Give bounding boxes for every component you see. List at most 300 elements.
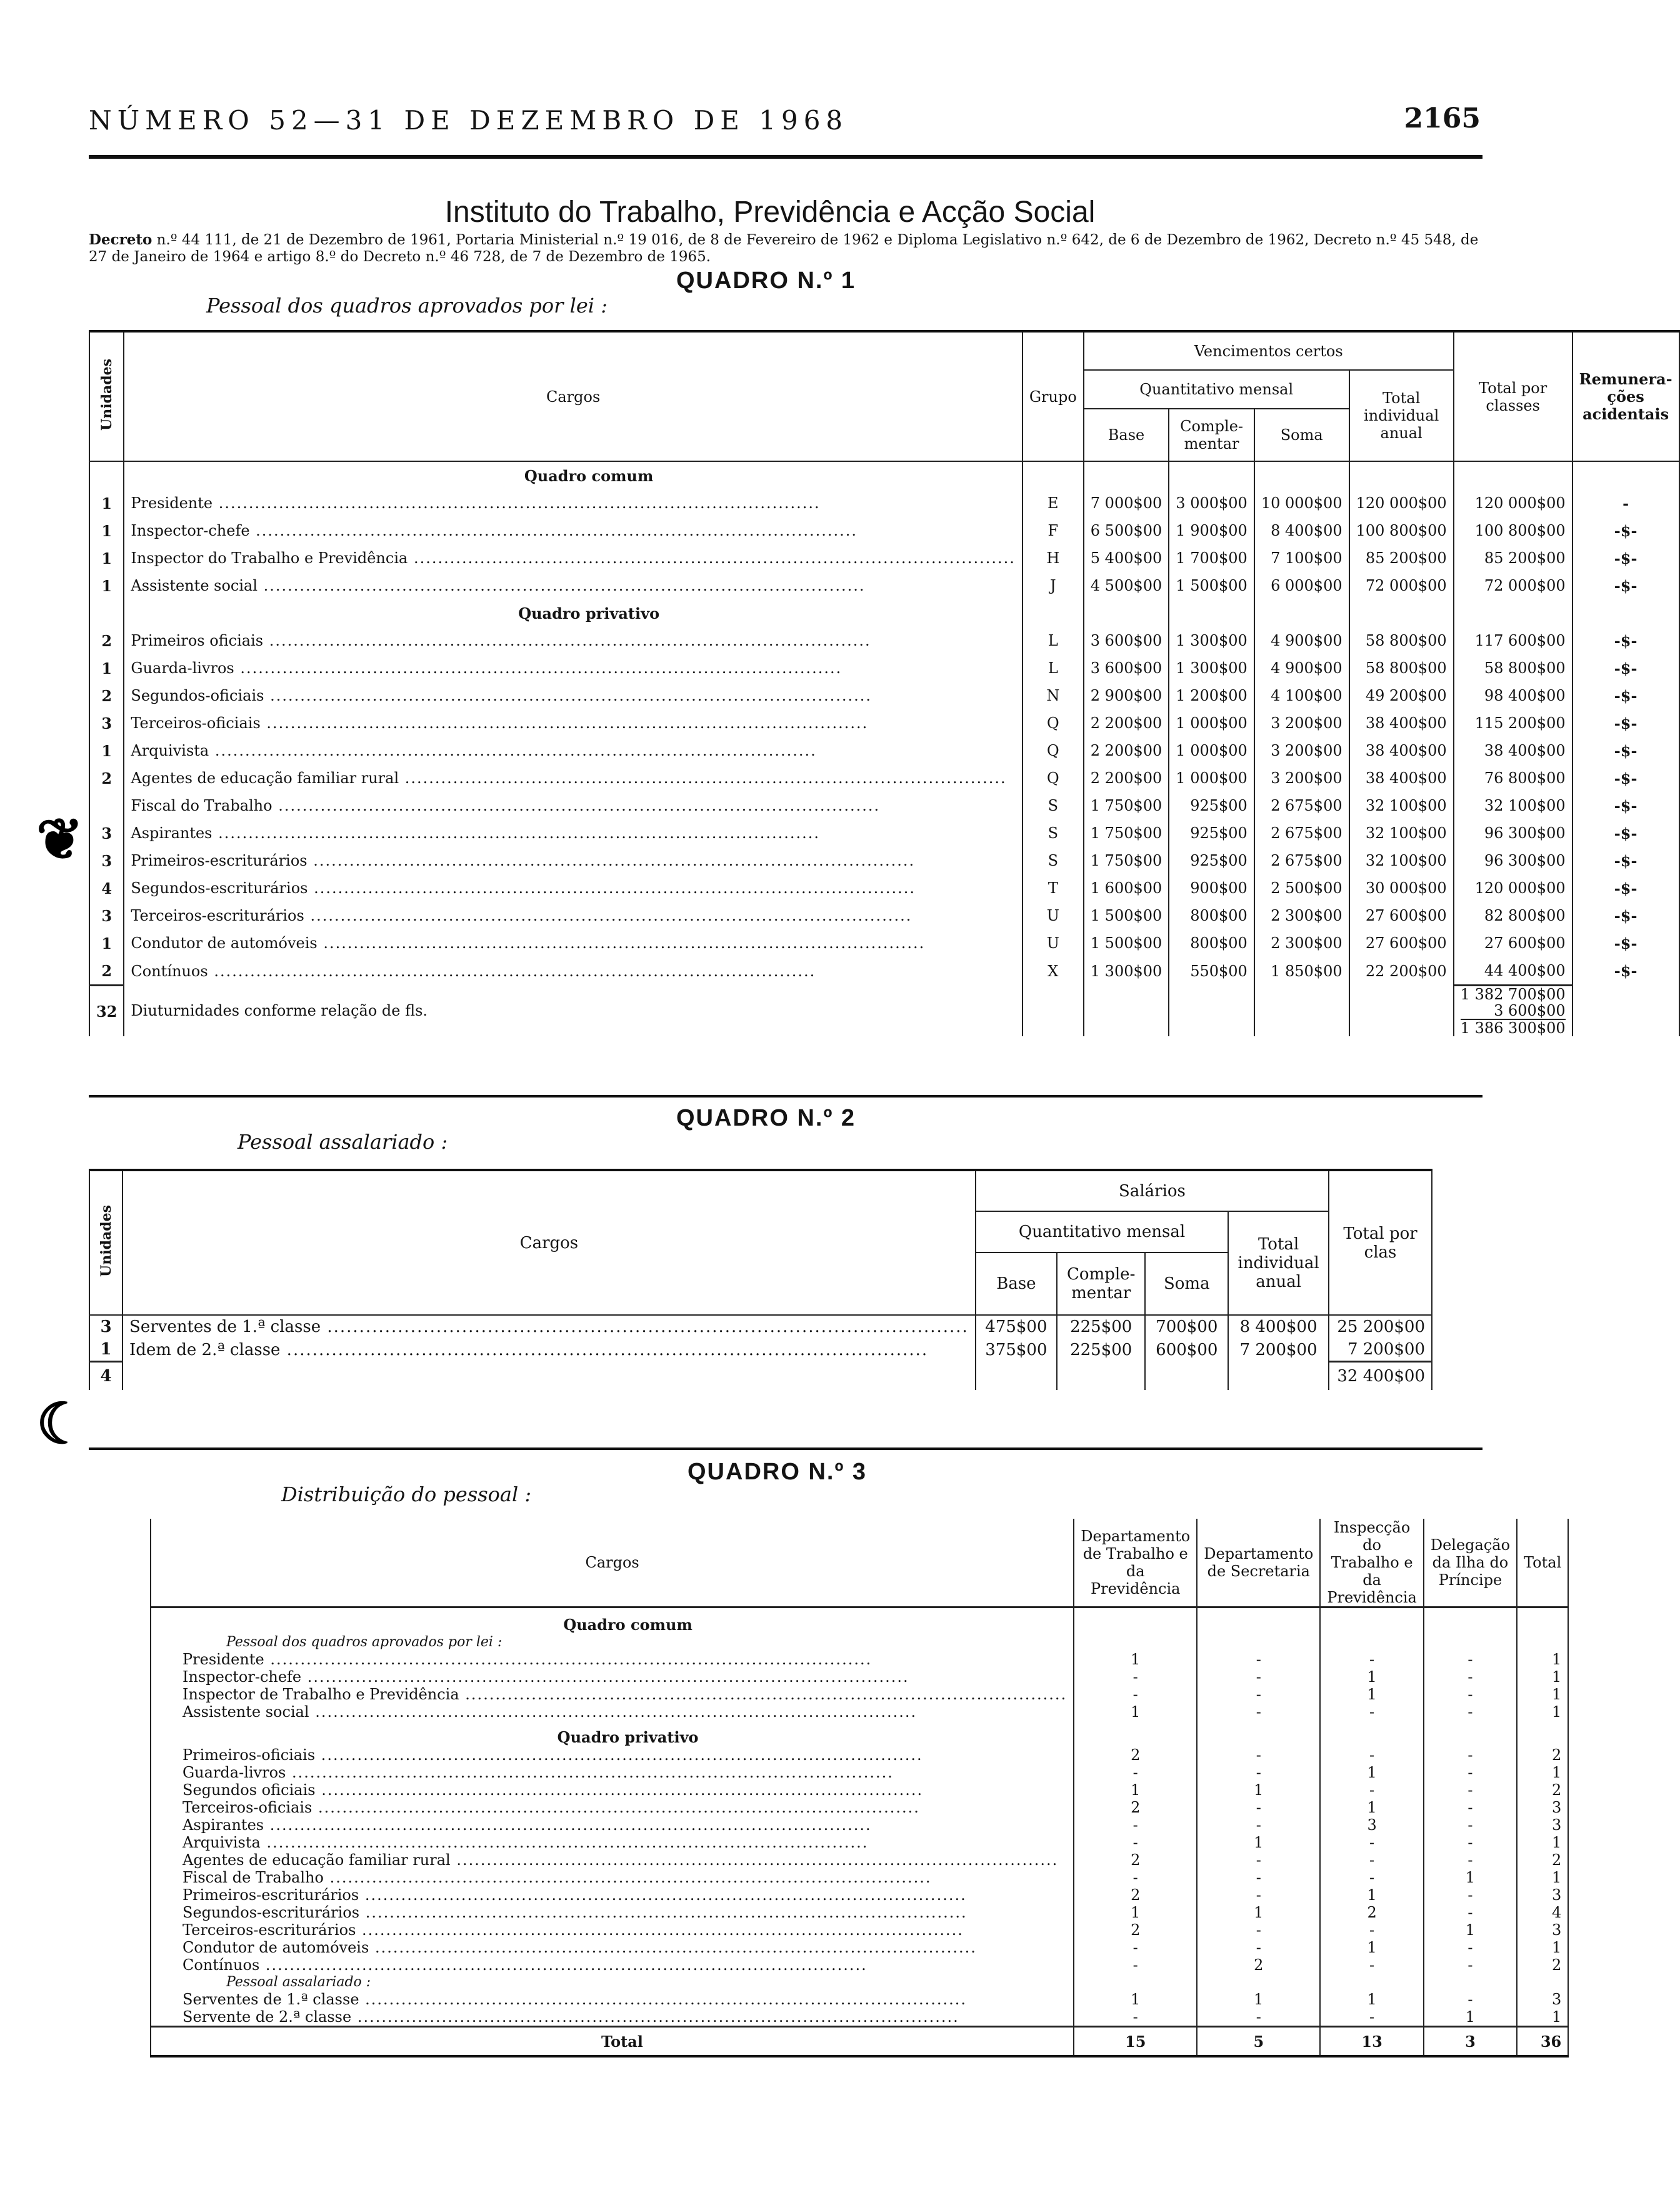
anual-cell: 38 400$00 — [1349, 737, 1454, 764]
delegacao-cell: - — [1424, 1686, 1517, 1703]
delegacao-cell: - — [1424, 1781, 1517, 1799]
inspeccao-cell: - — [1320, 1781, 1424, 1799]
dep-secretaria-cell: - — [1197, 1869, 1320, 1886]
subtotal-value: 1 382 700$00 — [1460, 986, 1566, 1003]
empty-cell — [89, 599, 124, 627]
classes-cell: 82 800$00 — [1454, 902, 1572, 929]
total-cell: 3 — [1517, 1921, 1568, 1939]
dep-secretaria-cell: - — [1197, 1764, 1320, 1781]
inspeccao-cell: 1 — [1320, 1668, 1424, 1686]
leader-dots — [258, 577, 866, 594]
col-salarios: Salários — [976, 1170, 1329, 1211]
col-quantitativo: Quantitativo mensal — [976, 1211, 1228, 1252]
anual-cell: 32 100$00 — [1349, 792, 1454, 819]
empty-cell — [1517, 1608, 1568, 1634]
remuneracoes-cell: -$- — [1572, 517, 1679, 544]
leader-dots — [208, 962, 816, 980]
complementar-cell: 550$00 — [1169, 957, 1254, 986]
cargo-name: Guarda-livros — [182, 1764, 286, 1781]
col-total-individual: Total individual anual — [1349, 370, 1454, 461]
quadro-1-table — [89, 330, 1680, 1036]
cargo-name: Primeiros oficiais — [131, 632, 264, 649]
leader-dots — [359, 1886, 967, 1904]
classes-cell: 120 000$00 — [1454, 489, 1572, 517]
remuneracoes-cell: -$- — [1572, 847, 1679, 874]
col-cargos: Cargos — [122, 1170, 976, 1315]
grupo-cell: X — [1022, 957, 1084, 986]
empty-cell — [1572, 986, 1679, 1037]
col-cargos: Cargos — [151, 1519, 1074, 1608]
soma-cell: 3 200$00 — [1254, 764, 1349, 792]
grupo-cell: L — [1022, 654, 1084, 682]
grand-total-cell: 32 400$00 — [1329, 1362, 1432, 1391]
cargo-name: Guarda-livros — [131, 659, 234, 677]
col-base: Base — [976, 1252, 1057, 1315]
cargo-cell — [124, 517, 1022, 544]
inspeccao-cell: - — [1320, 1851, 1424, 1869]
cargo-name: Idem de 2.ª classe — [129, 1340, 281, 1359]
delegacao-cell: - — [1424, 1668, 1517, 1686]
soma-cell: 4 900$00 — [1254, 627, 1349, 654]
leader-dots — [259, 1956, 868, 1974]
table-row — [89, 929, 1679, 957]
delegacao-cell: - — [1424, 1703, 1517, 1721]
leader-dots — [318, 934, 926, 952]
classes-cell: 117 600$00 — [1454, 627, 1572, 654]
inspeccao-cell: - — [1320, 2008, 1424, 2027]
base-cell: 4 500$00 — [1084, 572, 1169, 599]
grand-total-value: 1 386 300$00 — [1460, 1019, 1566, 1037]
cargo-cell — [124, 572, 1022, 599]
inspeccao-cell: 1 — [1320, 1686, 1424, 1703]
classes-cell: 85 200$00 — [1454, 544, 1572, 572]
empty-cell — [1197, 1721, 1320, 1746]
empty-cell — [1057, 1362, 1145, 1391]
total-cell: 1 — [1517, 1939, 1568, 1956]
complementar-cell: 3 000$00 — [1169, 489, 1254, 517]
complementar-cell: 900$00 — [1169, 874, 1254, 902]
col-total-individual: Total individual anual — [1228, 1211, 1329, 1315]
totals-cell — [1454, 986, 1572, 1037]
col-complementar: Comple-mentar — [1057, 1252, 1145, 1315]
leader-dots — [212, 494, 821, 512]
base-cell: 1 750$00 — [1084, 819, 1169, 847]
anual-cell: 38 400$00 — [1349, 764, 1454, 792]
col-soma: Soma — [1254, 409, 1349, 461]
dep-secretaria-cell: 1 — [1197, 1904, 1320, 1921]
empty-cell — [1517, 1721, 1568, 1746]
section-quadro-comum: Quadro comum — [124, 461, 1022, 489]
total-cell: 1 — [1517, 1703, 1568, 1721]
delegacao-cell: - — [1424, 1991, 1517, 2008]
empty-cell — [1074, 1634, 1197, 1651]
table-row — [89, 902, 1679, 929]
soma-cell: 2 300$00 — [1254, 902, 1349, 929]
leader-dots — [264, 687, 872, 704]
diuturnidades-label-cell — [124, 986, 1022, 1037]
unidades-cell: 1 — [89, 517, 124, 544]
soma-cell: 1 850$00 — [1254, 957, 1349, 986]
section-quadro-privativo: Quadro privativo — [151, 1721, 1074, 1746]
cargo-cell — [151, 1651, 1074, 1668]
empty-cell — [1320, 1974, 1424, 1991]
leader-dots — [316, 1781, 924, 1799]
inspeccao-cell: 1 — [1320, 1886, 1424, 1904]
total-cell: 1 — [1517, 2008, 1568, 2027]
dep-trabalho-cell: 2 — [1074, 1921, 1197, 1939]
cargo-cell — [124, 654, 1022, 682]
inspeccao-cell: - — [1320, 1921, 1424, 1939]
total-cell: 1 — [1517, 1651, 1568, 1668]
leader-dots — [264, 1651, 872, 1668]
table-row — [89, 682, 1679, 709]
total-cell: 3 — [1517, 1799, 1568, 1816]
quadro-2-title: QUADRO N.º 2 — [676, 1105, 856, 1131]
section-quadro-comum: Quadro comum — [151, 1608, 1074, 1634]
decree-text — [89, 231, 1482, 266]
classes-cell: 98 400$00 — [1454, 682, 1572, 709]
cargo-name: Segundos oficiais — [182, 1781, 316, 1799]
table-row — [89, 874, 1679, 902]
inspeccao-cell: - — [1320, 1834, 1424, 1851]
dep-trabalho-cell: 1 — [1074, 1904, 1197, 1921]
total-cell: 2 — [1517, 1746, 1568, 1764]
table-row — [151, 2008, 1568, 2027]
dep-trabalho-cell: 1 — [1074, 1651, 1197, 1668]
empty-cell — [1320, 1634, 1424, 1651]
cargo-cell — [124, 957, 1022, 986]
cargo-cell — [124, 764, 1022, 792]
classes-cell: 115 200$00 — [1454, 709, 1572, 737]
empty-cell — [1022, 599, 1084, 627]
leader-dots — [212, 824, 821, 842]
inspeccao-cell: 1 — [1320, 1799, 1424, 1816]
total-value-cell: 5 — [1197, 2027, 1320, 2057]
empty-cell — [1197, 1974, 1320, 1991]
remuneracoes-cell: -$- — [1572, 957, 1679, 986]
base-cell: 2 200$00 — [1084, 737, 1169, 764]
cargo-name: Segundos-escriturários — [182, 1904, 360, 1921]
table-row — [151, 1869, 1568, 1886]
cargo-cell — [151, 1939, 1074, 1956]
anual-cell: 32 100$00 — [1349, 847, 1454, 874]
base-cell: 7 000$00 — [1084, 489, 1169, 517]
dep-secretaria-cell: 1 — [1197, 1834, 1320, 1851]
section-row — [151, 1974, 1568, 1991]
anual-cell: 30 000$00 — [1349, 874, 1454, 902]
empty-cell — [1454, 599, 1572, 627]
cargo-name: Primeiros-escriturários — [182, 1886, 359, 1904]
inspeccao-cell: 1 — [1320, 1939, 1424, 1956]
unidades-cell: 1 — [89, 737, 124, 764]
dep-secretaria-cell: - — [1197, 1703, 1320, 1721]
delegacao-cell: - — [1424, 1746, 1517, 1764]
dep-secretaria-cell: - — [1197, 1851, 1320, 1869]
anual-cell: 85 200$00 — [1349, 544, 1454, 572]
inspeccao-cell: - — [1320, 1651, 1424, 1668]
col-total-classes: Total por classes — [1454, 331, 1572, 461]
empty-cell — [1424, 1974, 1517, 1991]
cargo-name: Agentes de educação familiar rural — [182, 1851, 451, 1869]
cargo-cell — [151, 1834, 1074, 1851]
leader-dots — [250, 522, 858, 539]
running-head: NÚMERO 52—31 DE DEZEMBRO DE 1968 — [89, 105, 849, 136]
total-cell: 3 — [1517, 1886, 1568, 1904]
empty-cell — [1320, 1721, 1424, 1746]
classes-cell: 7 200$00 — [1329, 1338, 1432, 1362]
quadro-3-subtitle: Distribuição do pessoal : — [281, 1482, 532, 1506]
cargo-cell — [124, 737, 1022, 764]
classes-cell: 38 400$00 — [1454, 737, 1572, 764]
dep-trabalho-cell: 2 — [1074, 1799, 1197, 1816]
empty-cell — [1424, 1608, 1517, 1634]
cargo-cell — [124, 874, 1022, 902]
table-row — [151, 1746, 1568, 1764]
anual-cell: 27 600$00 — [1349, 929, 1454, 957]
grupo-cell: U — [1022, 902, 1084, 929]
unidades-cell: 3 — [89, 847, 124, 874]
dep-secretaria-cell: 1 — [1197, 1991, 1320, 2008]
dep-trabalho-cell: 1 — [1074, 1703, 1197, 1721]
col-dep-trabalho: Departamento de Trabalho e da Previdência — [1074, 1519, 1197, 1608]
cargo-cell — [151, 1869, 1074, 1886]
cargo-name: Inspector-chefe — [131, 522, 250, 539]
total-value-cell: 3 — [1424, 2027, 1517, 2057]
delegacao-cell: - — [1424, 1834, 1517, 1851]
complementar-cell: 1 000$00 — [1169, 709, 1254, 737]
leader-dots — [459, 1686, 1068, 1703]
cargo-cell — [151, 1668, 1074, 1686]
grupo-cell: S — [1022, 792, 1084, 819]
total-cell: 1 — [1517, 1686, 1568, 1703]
totals-row — [151, 2027, 1568, 2057]
cargo-name: Primeiros-escriturários — [131, 852, 308, 869]
section-row — [151, 1608, 1568, 1634]
base-cell: 6 500$00 — [1084, 517, 1169, 544]
empty-cell — [1197, 1634, 1320, 1651]
table-row — [89, 847, 1679, 874]
cargo-cell — [151, 1686, 1074, 1703]
dep-trabalho-cell: 2 — [1074, 1886, 1197, 1904]
delegacao-cell: 1 — [1424, 2008, 1517, 2027]
table-row — [151, 1886, 1568, 1904]
quadro-1-subtitle: Pessoal dos quadros aprovados por lei : — [206, 294, 608, 318]
empty-cell — [1254, 599, 1349, 627]
complementar-cell: 1 300$00 — [1169, 654, 1254, 682]
cargo-name: Assistente social — [182, 1703, 309, 1721]
leader-dots — [308, 852, 916, 869]
cargo-name: Presidente — [182, 1651, 264, 1668]
unidades-cell: 3 — [89, 819, 124, 847]
table-row — [151, 1991, 1568, 2008]
anual-cell: 58 800$00 — [1349, 654, 1454, 682]
section-rule — [89, 1448, 1482, 1450]
remuneracoes-cell: -$- — [1572, 682, 1679, 709]
base-cell: 1 300$00 — [1084, 957, 1169, 986]
total-label-cell: Total — [151, 2027, 1074, 2057]
table-row — [151, 1921, 1568, 1939]
cargo-cell — [151, 1904, 1074, 1921]
classes-cell: 25 200$00 — [1329, 1315, 1432, 1338]
remuneracoes-cell: -$- — [1572, 627, 1679, 654]
cargo-cell — [151, 1921, 1074, 1939]
leader-dots — [234, 659, 842, 677]
remuneracoes-cell: -$- — [1572, 929, 1679, 957]
leader-dots — [286, 1764, 894, 1781]
table-row — [89, 544, 1679, 572]
inspeccao-cell: - — [1320, 1746, 1424, 1764]
cargo-cell — [124, 709, 1022, 737]
subsection-pessoal-assalariado: Pessoal assalariado : — [151, 1974, 1074, 1991]
cargo-name: Serventes de 1.ª classe — [129, 1318, 321, 1336]
empty-cell — [1517, 1634, 1568, 1651]
complementar-cell: 225$00 — [1057, 1315, 1145, 1338]
delegacao-cell: 1 — [1424, 1869, 1517, 1886]
leader-dots — [315, 1746, 923, 1764]
cargo-name: Contínuos — [182, 1956, 260, 1974]
col-vencimentos: Vencimentos certos — [1084, 331, 1454, 370]
soma-cell: 3 200$00 — [1254, 737, 1349, 764]
table-row — [151, 1816, 1568, 1834]
soma-cell: 700$00 — [1145, 1315, 1228, 1338]
base-cell: 1 750$00 — [1084, 847, 1169, 874]
grupo-cell: E — [1022, 489, 1084, 517]
empty-cell — [1169, 986, 1254, 1037]
dep-secretaria-cell: - — [1197, 1816, 1320, 1834]
grupo-cell: L — [1022, 627, 1084, 654]
remuneracoes-cell: -$- — [1572, 874, 1679, 902]
base-cell: 2 900$00 — [1084, 682, 1169, 709]
page-number: 2165 — [1404, 102, 1481, 134]
anual-cell: 7 200$00 — [1228, 1338, 1329, 1362]
remuneracoes-cell: -$- — [1572, 902, 1679, 929]
col-soma: Soma — [1145, 1252, 1228, 1315]
table-row — [151, 1904, 1568, 1921]
total-cell: 3 — [1517, 1991, 1568, 2008]
inspeccao-cell: 3 — [1320, 1816, 1424, 1834]
cargo-name: Terceiros-escriturários — [131, 907, 304, 924]
remuneracoes-cell: -$- — [1572, 572, 1679, 599]
empty-cell — [1228, 1362, 1329, 1391]
base-cell: 2 200$00 — [1084, 709, 1169, 737]
grupo-cell: Q — [1022, 737, 1084, 764]
table-row — [151, 1686, 1568, 1703]
cargo-name: Condutor de automóveis — [131, 934, 318, 952]
table-row — [151, 1651, 1568, 1668]
complementar-cell: 1 700$00 — [1169, 544, 1254, 572]
col-base: Base — [1084, 409, 1169, 461]
leader-dots — [312, 1799, 920, 1816]
delegacao-cell: - — [1424, 1939, 1517, 1956]
table-row — [151, 1799, 1568, 1816]
col-unidades: Unidades — [89, 1170, 122, 1315]
leader-dots — [324, 1869, 932, 1886]
cargo-cell — [151, 2008, 1074, 2027]
table-row — [89, 599, 1679, 627]
soma-cell: 2 500$00 — [1254, 874, 1349, 902]
cargo-cell — [151, 1816, 1074, 1834]
dep-secretaria-cell: 1 — [1197, 1781, 1320, 1799]
cargo-name: Presidente — [131, 494, 213, 512]
dep-trabalho-cell: 1 — [1074, 1991, 1197, 2008]
complementar-cell: 925$00 — [1169, 819, 1254, 847]
dep-trabalho-cell: - — [1074, 1939, 1197, 1956]
base-cell: 475$00 — [976, 1315, 1057, 1338]
unidades-cell: 1 — [89, 544, 124, 572]
table-row — [151, 1851, 1568, 1869]
col-unidades: Unidades — [89, 331, 124, 461]
complementar-cell: 1 300$00 — [1169, 627, 1254, 654]
classes-cell: 44 400$00 — [1454, 957, 1572, 986]
unidades-cell: 2 — [89, 682, 124, 709]
cargo-name: Terceiros-escriturários — [182, 1921, 356, 1939]
delegacao-cell: - — [1424, 1904, 1517, 1921]
complementar-cell: 1 200$00 — [1169, 682, 1254, 709]
soma-cell: 2 300$00 — [1254, 929, 1349, 957]
unidades-cell: 2 — [89, 764, 124, 792]
empty-cell — [1074, 1721, 1197, 1746]
empty-cell — [1145, 1362, 1228, 1391]
unidades-cell: 2 — [89, 627, 124, 654]
unidades-cell — [89, 792, 124, 819]
leader-dots — [308, 879, 916, 897]
delegacao-cell: - — [1424, 1651, 1517, 1668]
dep-secretaria-cell: - — [1197, 1746, 1320, 1764]
classes-cell: 100 800$00 — [1454, 517, 1572, 544]
dep-trabalho-cell: - — [1074, 1668, 1197, 1686]
cargo-cell — [124, 682, 1022, 709]
empty-cell — [1084, 599, 1169, 627]
cargo-name: Servente de 2.ª classe — [182, 2008, 352, 2026]
inspeccao-cell: 1 — [1320, 1991, 1424, 2008]
cargo-cell — [151, 1886, 1074, 1904]
cargo-name: Segundos-escriturários — [131, 879, 308, 897]
delegacao-cell: - — [1424, 1886, 1517, 1904]
cargo-name: Agentes de educação familiar rural — [131, 769, 399, 787]
empty-cell — [1349, 986, 1454, 1037]
soma-cell: 2 675$00 — [1254, 847, 1349, 874]
grupo-cell: N — [1022, 682, 1084, 709]
complementar-cell: 925$00 — [1169, 792, 1254, 819]
table-row — [89, 709, 1679, 737]
total-cell: 1 — [1517, 1834, 1568, 1851]
dep-trabalho-cell: - — [1074, 1956, 1197, 1974]
dep-trabalho-cell: 2 — [1074, 1851, 1197, 1869]
empty-cell — [1517, 1974, 1568, 1991]
dep-secretaria-cell: - — [1197, 1799, 1320, 1816]
table-row — [89, 654, 1679, 682]
col-cargos: Cargos — [124, 331, 1022, 461]
cargo-cell — [124, 544, 1022, 572]
section-row — [151, 1634, 1568, 1651]
table-row — [151, 1834, 1568, 1851]
table-row — [89, 819, 1679, 847]
soma-cell: 2 675$00 — [1254, 819, 1349, 847]
quadro-1-title: QUADRO N.º 1 — [676, 268, 856, 294]
complementar-cell: 1 000$00 — [1169, 764, 1254, 792]
institute-title: Instituto do Trabalho, Previdência e Acção Social — [444, 196, 1096, 229]
remuneracoes-cell: -$- — [1572, 737, 1679, 764]
unidades-cell: 3 — [89, 1315, 122, 1338]
leader-dots — [399, 769, 1007, 787]
dep-secretaria-cell: - — [1197, 1886, 1320, 1904]
empty-cell — [1572, 599, 1679, 627]
dep-trabalho-cell: - — [1074, 1869, 1197, 1886]
table-row — [89, 957, 1679, 986]
cargo-name: Inspector-chefe — [182, 1668, 302, 1686]
empty-cell — [1254, 986, 1349, 1037]
leader-dots — [272, 797, 881, 814]
